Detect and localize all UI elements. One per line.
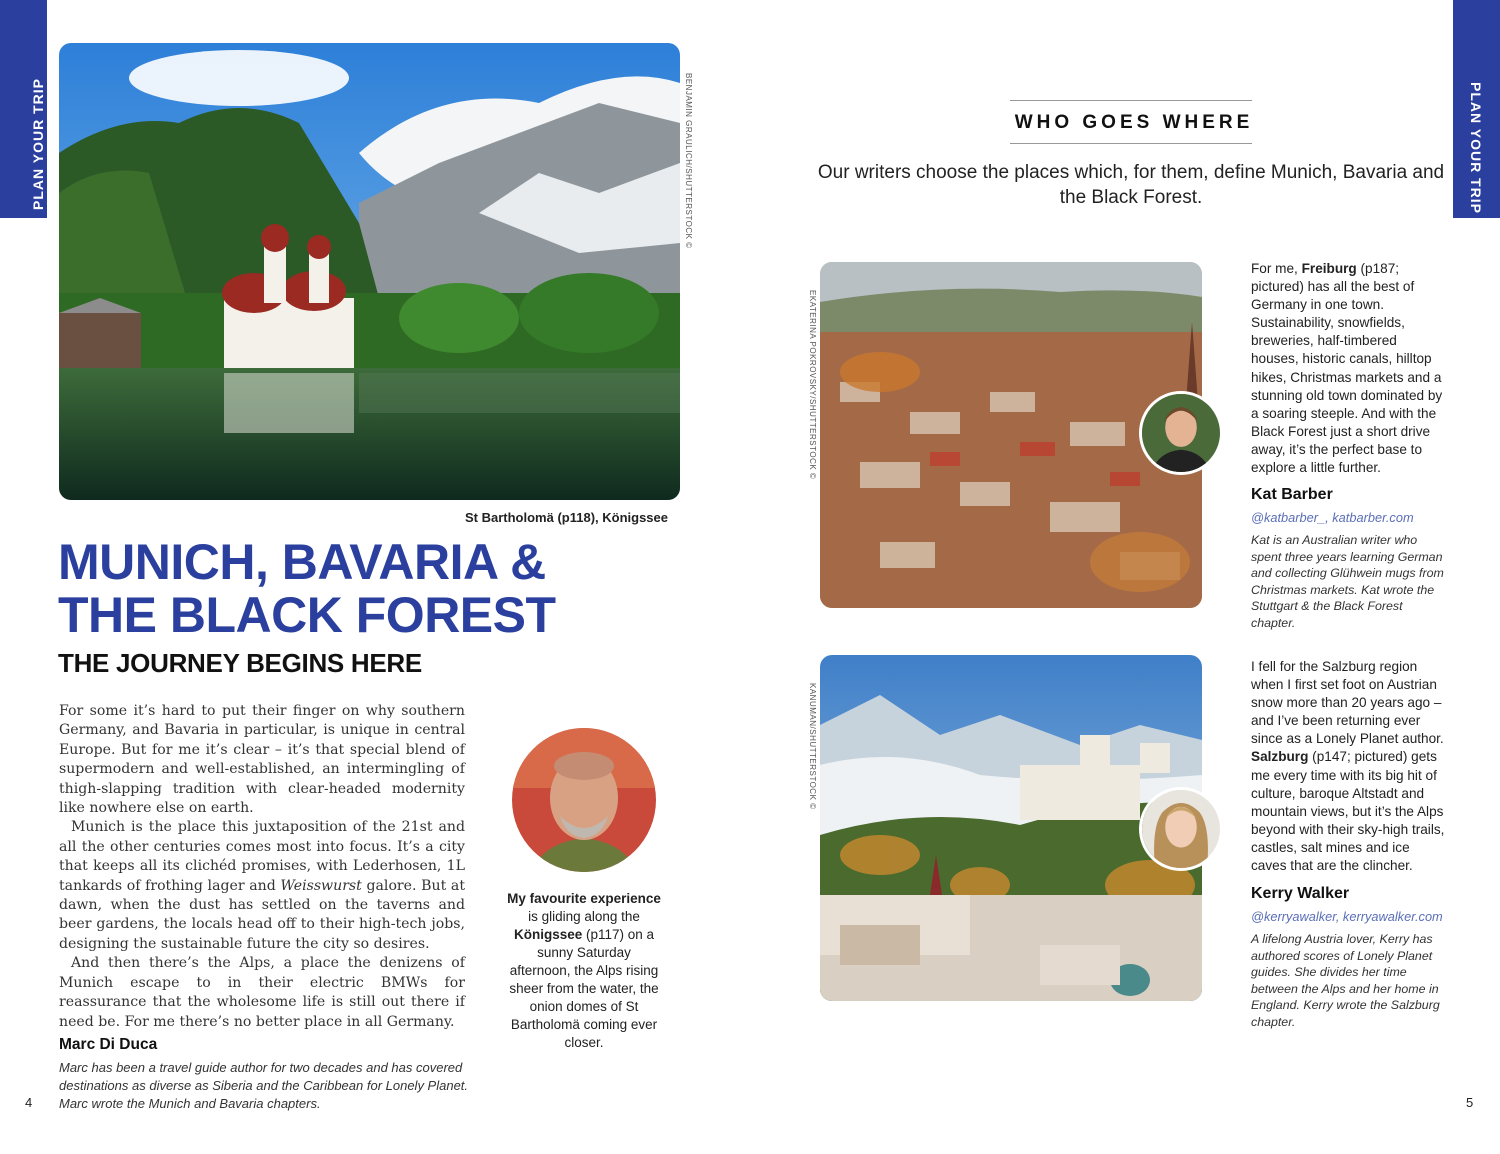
- photo-credit: KANUMAN/SHUTTERSTOCK ©: [808, 683, 817, 810]
- writer-text: [1251, 260, 1446, 477]
- intro-paragraph: [59, 818, 465, 954]
- writer-name: Kerry Walker: [1251, 885, 1350, 902]
- favourite-text: (p117) on a sunny Saturday afternoon, the Alps rising sheer from the water, the onion domes of St Bartholomä coming ever closer.: [509, 927, 659, 1050]
- favourite-label: My favourite experience: [507, 891, 661, 906]
- writer-text-run: (p187; pictured) has all the best of Germany in one town. Sustainability, snowfields, breweries, half-timbered houses, historic canals, hilltop hikes, Christmas markets and a stunning old town dominated by a soaring steeple. And with the Black Forest just a short drive away, it’s the perfect base to explore a little further.: [1251, 261, 1443, 476]
- side-tab-left: [0, 0, 47, 218]
- author-name: Marc Di Duca: [59, 1036, 158, 1053]
- intro-text-run: galore. But at dawn, when the dust has settled on the taverns and beer gardens, the locals head off to their high-tech jobs, designing the sustainable future the city so desires.: [59, 877, 465, 952]
- intro-paragraph: And then there’s the Alps, a place the denizens of Munich escape to in their electric BMWs for reassurance that the wholesome life is still out there if need be. For me there’s no better place in all Germany.: [59, 955, 465, 1030]
- intro-paragraph: For some it’s hard to put their finger on why southern Germany, and Bavaria in particular, is unique in central Europe. But for me it’s clear – it’s that special blend of supermodern and well-established, an intermingling of thigh-slapping tradition with clear-headed modernity like nowhere else on earth.: [59, 703, 465, 817]
- title-line: THE BLACK FOREST: [58, 587, 556, 643]
- favourite-experience: [505, 890, 663, 1052]
- writer-bio: A lifelong Austria lover, Kerry has authored scores of Lonely Planet guides. She divides her time between the Alps and her home in England. Kerry wrote the Salzburg chapter.: [1251, 932, 1440, 1029]
- side-tab-right: [1453, 0, 1500, 218]
- favourite-text: is gliding along the: [528, 909, 640, 924]
- writer-text: [1251, 658, 1446, 875]
- photo-credit: BENJAMIN GRAULICH/SHUTTERSTOCK ©: [684, 73, 693, 249]
- section-title: WHO GOES WHERE: [1014, 112, 1254, 133]
- writer-place: Salzburg: [1251, 749, 1309, 765]
- writer-text-run: I fell for the Salzburg region when I first set foot on Austrian snow more than 20 years ago – and I’ve been returning ever since as a Lonely Planet author.: [1251, 659, 1444, 747]
- writer-links[interactable]: @katbarber_, katbarber.com: [1251, 510, 1414, 525]
- photo-caption: St Bartholomä (p118), Königssee: [465, 510, 668, 525]
- page-number-left: 4: [25, 1095, 33, 1110]
- side-tab-label: PLAN YOUR TRIP: [1468, 82, 1484, 214]
- divider: [1010, 143, 1252, 144]
- author-bio: Marc has been a travel guide author for two decades and has covered destinations as diverse as Siberia and the Caribbean for Lonely Planet. Marc wrote the Munich and Bavaria chapters.: [59, 1060, 469, 1111]
- writer-links[interactable]: @kerryawalker, kerryawalker.com: [1251, 909, 1443, 924]
- intro-text: [59, 702, 465, 1032]
- title-line: MUNICH, BAVARIA &: [58, 534, 546, 590]
- writer-name: Kat Barber: [1251, 486, 1333, 503]
- photo-credit: EKATERINA POKROVSKY/SHUTTERSTOCK ©: [808, 290, 817, 480]
- section-intro: Our writers choose the places which, for them, define Munich, Bavaria and the Black Forest.: [817, 162, 1445, 208]
- writer-text-run: For me,: [1251, 261, 1302, 276]
- writer-text-run: (p147; pictured) gets me every time with its big hit of culture, baroque Altstadt and mountain views, but it’s the Alps beyond with their sky-high trails, castles, salt mines and ice caves that are the clincher.: [1251, 749, 1445, 874]
- page-number-right: 5: [1466, 1095, 1474, 1110]
- divider: [1010, 100, 1252, 101]
- hero-photo: [59, 43, 680, 500]
- writer-avatar: [1139, 391, 1223, 475]
- favourite-place: Königssee: [513, 927, 583, 942]
- author-portrait: [512, 728, 656, 872]
- page-title: [58, 536, 698, 642]
- page-subtitle: THE JOURNEY BEGINS HERE: [58, 648, 422, 678]
- intro-emphasis: Weisswurst: [280, 877, 362, 894]
- writer-avatar: [1139, 787, 1223, 871]
- side-tab-label: PLAN YOUR TRIP: [30, 78, 46, 210]
- writer-bio: Kat is an Australian writer who spent three years learning German and collecting Glühwein mugs from Christmas markets. Kat wrote the Stuttgart & the Black Forest chapter.: [1251, 533, 1444, 630]
- intro-text-run: Munich is the place this juxtaposition of the 21st and all the other centuries comes most into focus. It’s a city that keeps all its clichéd promises, with Lederhosen, 1L tankards of frothing lager and: [59, 819, 465, 894]
- writer-place: Freiburg: [1301, 261, 1357, 276]
